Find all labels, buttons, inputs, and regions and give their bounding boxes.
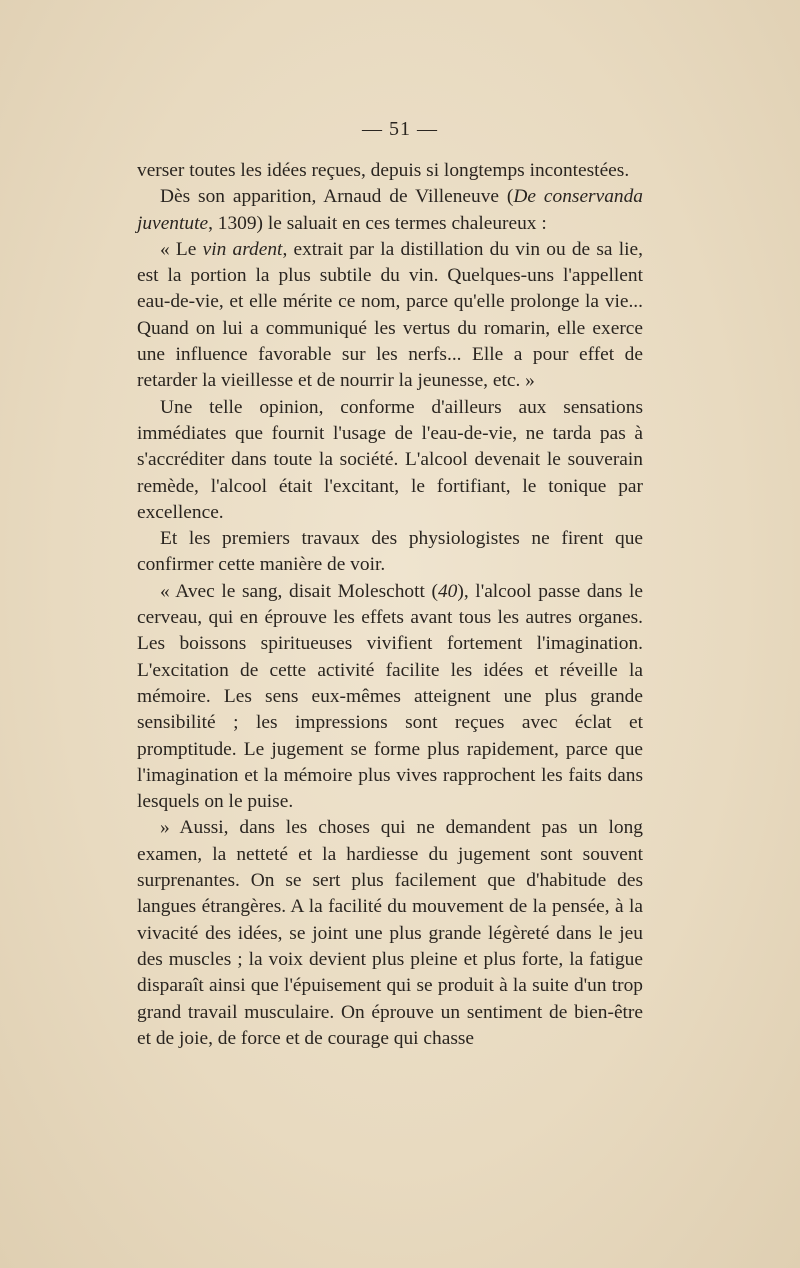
text-segment: « Avec le sang, disait Moleschott ( xyxy=(160,580,438,602)
text-segment: Une telle opinion, conforme d'ailleurs aux sensations immédiates que fournit l'usage de l'eau-de-vie, ne tarda pas à s'accréditer dans toute la société. L'alcool devenait le souverain remède, l'alcool était l'excitant, le fortifiant, le tonique par excellence. xyxy=(137,396,643,523)
italic-text: De conservanda juventute xyxy=(137,186,643,234)
paragraph xyxy=(137,184,643,237)
paragraph xyxy=(137,579,643,816)
text-segment: « Le xyxy=(160,238,203,260)
paragraph xyxy=(137,395,643,526)
text-segment: , 1309) le saluait en ces termes chaleureux : xyxy=(208,212,547,234)
paragraph xyxy=(137,237,643,395)
text-segment: » Aussi, dans les choses qui ne demandent pas un long examen, la netteté et la hardiesse du jugement sont souvent surprenantes. On se sert plus facilement que d'habitude des langues étrangères. A la facilité du mouvement de la pensée, à la vivacité des idées, se joint une plus grande légèreté dans le jeu des muscles ; la voix devient plus pleine et plus forte, la fatigue disparaît ainsi que l'épuisement qui se produit à la suite d'un trop grand travail musculaire. On éprouve un sentiment de bien-être et de joie, de force et de courage qui chasse xyxy=(137,817,643,1049)
text-segment: ), l'alcool passe dans le cerveau, qui en éprouve les effets avant tous les autres organes. Les boissons spiritueuses vivifient fortement l'imagination. L'excitation de cette activité facilite les idées et réveille la mémoire. Les sens eux-mêmes atteignent une plus grande sensibilité ; les impressions sont reçues avec éclat et promptitude. Le jugement se forme plus rapidement, parce que l'imagination et la mémoire plus vives rapprochent les faits dans lesquels on le puise. xyxy=(137,580,643,813)
italic-text: 40 xyxy=(437,580,458,602)
page-number: — 51 — xyxy=(362,118,438,140)
text-segment: Et les premiers travaux des physiologistes ne firent que confirmer cette manière de voir. xyxy=(137,528,643,576)
text-segment: Dès son apparition, Arnaud de Villeneuve ( xyxy=(160,186,514,208)
body-text xyxy=(137,158,643,1052)
italic-text: vin ardent xyxy=(202,238,283,260)
paragraph xyxy=(137,815,643,1052)
paragraph xyxy=(137,158,643,184)
paragraph xyxy=(137,526,643,579)
text-segment: verser toutes les idées reçues, depuis si longtemps incontestées. xyxy=(137,160,630,181)
text-segment: , extrait par la distillation du vin ou de sa lie, est la portion la plus subtile du vin. Quelques-uns l'appellent eau-de-vie, et elle mérite ce nom, parce qu'elle prolonge la vie... Quand on lui a communiqué les vertus du romarin, elle exerce une influence favorable sur les nerfs... Elle a pour effet de retarder la vieillesse et de nourrir la jeunesse, etc. » xyxy=(137,238,643,392)
